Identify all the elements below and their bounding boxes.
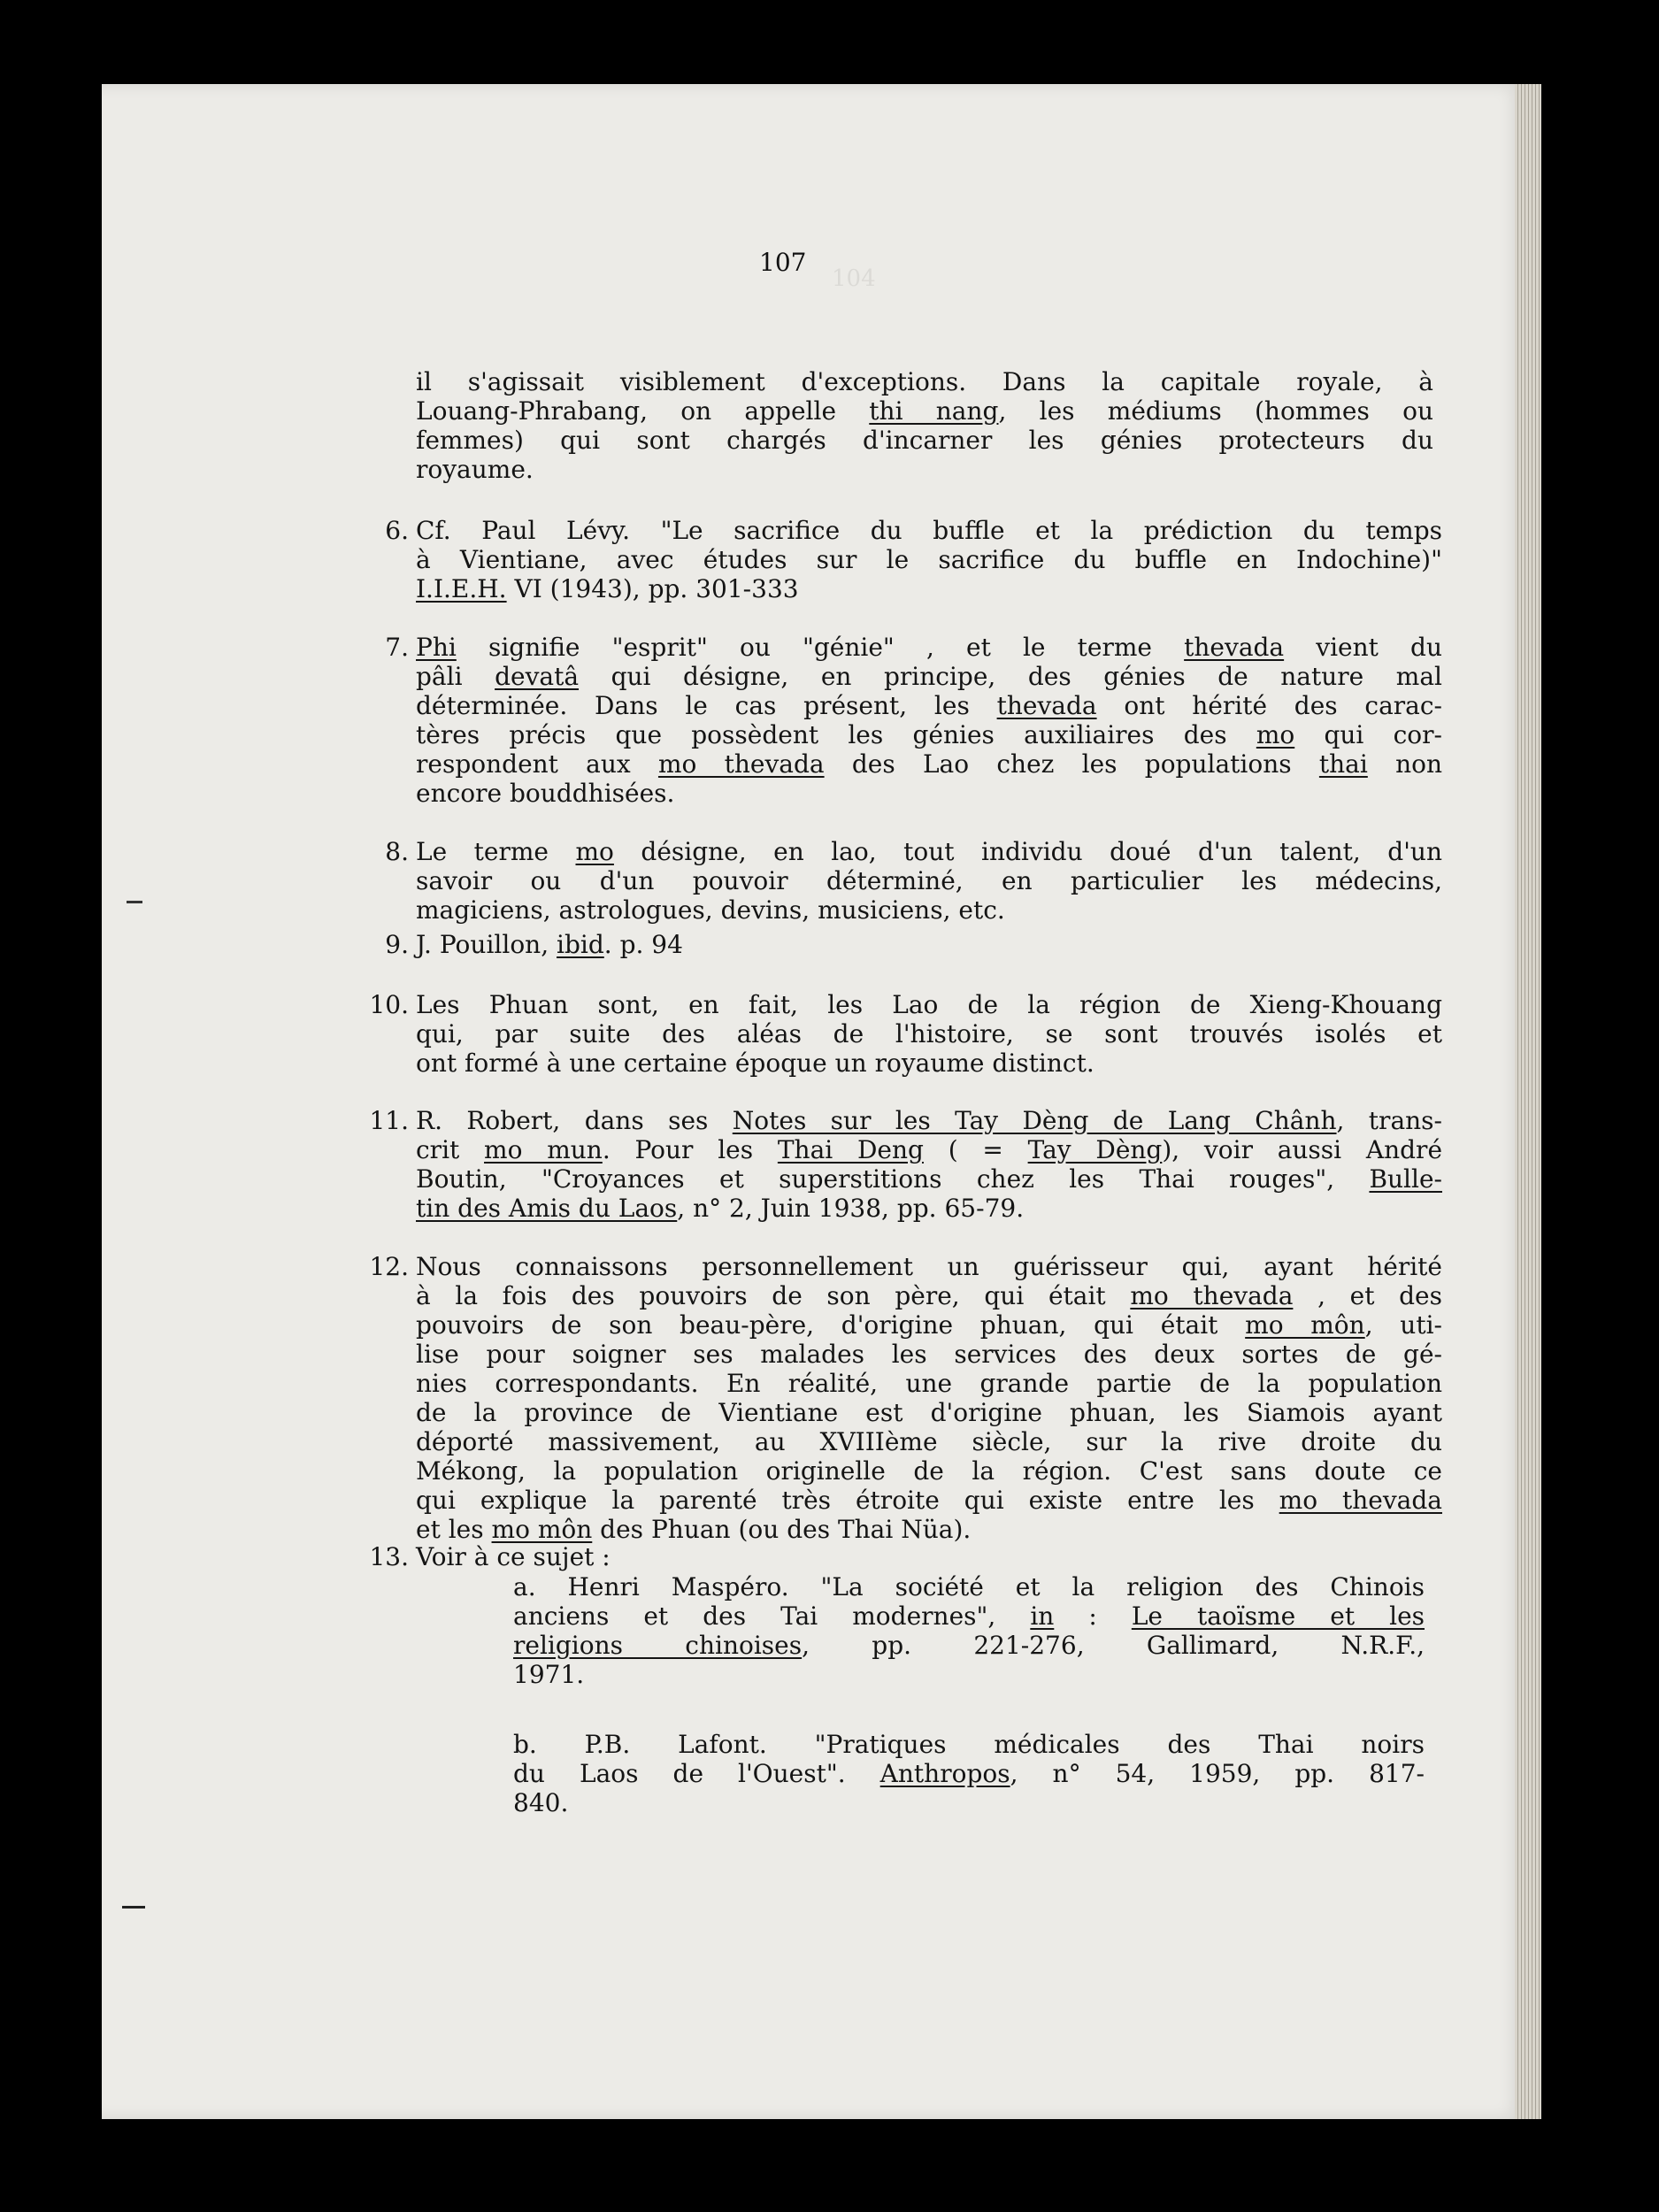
margin-tick bbox=[122, 1906, 145, 1909]
text-line: déterminée. Dans le cas présent, les thevada ont hérité des carac- bbox=[416, 691, 1443, 720]
footnote-number: 8. bbox=[385, 837, 409, 866]
text-line: lise pour soigner ses malades les services des deux sortes de gé- bbox=[416, 1340, 1442, 1369]
underlined-term: mo thevada bbox=[1279, 1486, 1442, 1515]
text-line: b. P.B. Lafont. "Pratiques médicales des Thai noirs bbox=[513, 1730, 1425, 1759]
footnote-number: 13. bbox=[369, 1542, 409, 1571]
footnote-number: 10. bbox=[369, 990, 409, 1019]
underlined-term: mo bbox=[575, 837, 614, 866]
text-line: J. Pouillon, ibid. p. 94 bbox=[416, 930, 683, 959]
underlined-term: mo bbox=[1256, 720, 1295, 749]
underlined-term: thai bbox=[1318, 749, 1368, 779]
footnote-text bbox=[416, 1252, 1442, 1544]
text-line: Le terme mo désigne, en lao, tout individu doué d'un talent, d'un bbox=[416, 837, 1442, 866]
text-line: religions chinoises, pp. 221-276, Gallimard, N.R.F., bbox=[513, 1631, 1425, 1660]
underlined-term: Phi bbox=[416, 633, 457, 662]
text-line: tères précis que possèdent les génies auxiliaires des mo qui cor- bbox=[416, 720, 1442, 749]
text-line: à Vientiane, avec études sur le sacrifice du buffle en Indochine)" bbox=[416, 545, 1442, 574]
text-line: déporté massivement, au XVIIIème siècle, sur la rive droite du bbox=[416, 1427, 1442, 1456]
text-line: 840. bbox=[513, 1788, 569, 1817]
text-line: Boutin, "Croyances et superstitions chez les Thai rouges", Bulle- bbox=[416, 1164, 1442, 1194]
show-through-page-number: 104 bbox=[832, 265, 876, 292]
text-line: royaume. bbox=[416, 455, 534, 484]
underlined-term: mo thevada bbox=[1130, 1281, 1294, 1310]
footnote-number: 9. bbox=[385, 930, 409, 959]
underlined-term: Tay Dèng bbox=[1027, 1135, 1163, 1164]
text-line: et les mo môn des Phuan (ou des Thai Nüa). bbox=[416, 1515, 972, 1544]
footnote-text bbox=[416, 930, 1442, 959]
footnote-text bbox=[416, 1542, 1442, 1571]
text-line: Phi signifie "esprit" ou "génie" , et le terme thevada vient du bbox=[416, 633, 1443, 662]
underlined-term: thevada bbox=[1184, 633, 1285, 662]
text-line: qui explique la parenté très étroite qui existe entre les mo thevada bbox=[416, 1486, 1442, 1515]
text-line: de la province de Vientiane est d'origine phuan, les Siamois ayant bbox=[416, 1398, 1442, 1427]
text-line: tin des Amis du Laos, n° 2, Juin 1938, pp. 65-79. bbox=[416, 1194, 1025, 1223]
text-line: crit mo mun. Pour les Thai Deng ( = Tay Dèng), voir aussi André bbox=[416, 1135, 1443, 1164]
text-line: respondent aux mo thevada des Lao chez les populations thai non bbox=[416, 749, 1443, 779]
underlined-term: ibid bbox=[557, 930, 604, 959]
footnote-number: 11. bbox=[369, 1106, 409, 1135]
text-line: Voir à ce sujet : bbox=[416, 1542, 611, 1571]
page-number: 107 bbox=[759, 248, 807, 277]
underlined-term: mo mun bbox=[484, 1135, 603, 1164]
sub-reference bbox=[513, 1572, 1425, 1689]
text-line: Mékong, la population originelle de la région. C'est sans doute ce bbox=[416, 1456, 1442, 1486]
underlined-term: Anthropos bbox=[879, 1759, 1010, 1788]
text-line: du Laos de l'Ouest". Anthropos, n° 54, 1959, pp. 817- bbox=[513, 1759, 1425, 1788]
underlined-term: I.I.E.H. bbox=[416, 574, 507, 603]
underlined-term: thevada bbox=[996, 691, 1097, 720]
underlined-term: devatâ bbox=[495, 662, 580, 691]
text-line: pouvoirs de son beau-père, d'origine phuan, qui était mo môn, uti- bbox=[416, 1310, 1443, 1340]
underlined-term: tin des Amis du Laos bbox=[416, 1194, 678, 1223]
underlined-term: religions chinoises bbox=[513, 1631, 803, 1660]
underlined-term: mo thevada bbox=[657, 749, 825, 779]
underlined-term: in bbox=[1030, 1601, 1055, 1631]
underlined-term: Le taoïsme et les bbox=[1131, 1601, 1425, 1631]
text-line: encore bouddhisées. bbox=[416, 779, 675, 808]
text-line: ont formé à une certaine époque un royaume distinct. bbox=[416, 1048, 1094, 1078]
text-line: Louang-Phrabang, on appelle thi nang, les médiums (hommes ou bbox=[416, 396, 1433, 426]
text-line: nies correspondants. En réalité, une grande partie de la population bbox=[416, 1369, 1442, 1398]
text-line: Cf. Paul Lévy. "Le sacrifice du buffle et la prédiction du temps bbox=[416, 516, 1442, 545]
footnote-text bbox=[416, 633, 1442, 808]
footnote-number: 12. bbox=[369, 1252, 409, 1281]
text-line: I.I.E.H. VI (1943), pp. 301-333 bbox=[416, 574, 799, 603]
footnote-text bbox=[416, 516, 1442, 603]
underlined-term: Thai Deng bbox=[777, 1135, 924, 1164]
text-line: à la fois des pouvoirs de son père, qui était mo thevada , et des bbox=[416, 1281, 1442, 1310]
text-line: anciens et des Tai modernes", in : Le taoïsme et les bbox=[513, 1601, 1425, 1631]
text-line: pâli devatâ qui désigne, en principe, des génies de nature mal bbox=[416, 662, 1442, 691]
underlined-term: Bulle- bbox=[1369, 1164, 1442, 1194]
intro-paragraph bbox=[416, 367, 1433, 484]
text-line: R. Robert, dans ses Notes sur les Tay Dèng de Lang Chânh, trans- bbox=[416, 1106, 1442, 1135]
footnote-number: 7. bbox=[385, 633, 409, 662]
footnote-text bbox=[416, 1106, 1442, 1223]
text-line: Les Phuan sont, en fait, les Lao de la région de Xieng-Khouang bbox=[416, 990, 1442, 1019]
underlined-term: mo môn bbox=[491, 1515, 593, 1544]
underlined-term: mo môn bbox=[1245, 1310, 1365, 1340]
text-line: 1971. bbox=[513, 1660, 585, 1689]
margin-mark bbox=[127, 901, 142, 903]
text-line: Nous connaissons personnellement un guérisseur qui, ayant hérité bbox=[416, 1252, 1442, 1281]
footnote-number: 6. bbox=[385, 516, 409, 545]
text-line: femmes) qui sont chargés d'incarner les génies protecteurs du bbox=[416, 426, 1433, 455]
text-line: qui, par suite des aléas de l'histoire, se sont trouvés isolés et bbox=[416, 1019, 1442, 1048]
underlined-term: Notes sur les Tay Dèng de Lang Chânh bbox=[732, 1106, 1337, 1135]
text-line: a. Henri Maspéro. "La société et la religion des Chinois bbox=[513, 1572, 1425, 1601]
sub-reference bbox=[513, 1730, 1425, 1817]
underlined-term: thi nang bbox=[869, 396, 999, 426]
text-line: savoir ou d'un pouvoir déterminé, en particulier les médecins, bbox=[416, 866, 1442, 895]
page-stack-edge bbox=[1515, 84, 1541, 2119]
text-line: il s'agissait visiblement d'exceptions. Dans la capitale royale, à bbox=[416, 367, 1433, 396]
footnote-text bbox=[416, 990, 1442, 1078]
text-line: magiciens, astrologues, devins, musiciens, etc. bbox=[416, 895, 1005, 925]
footnote-text bbox=[416, 837, 1442, 925]
